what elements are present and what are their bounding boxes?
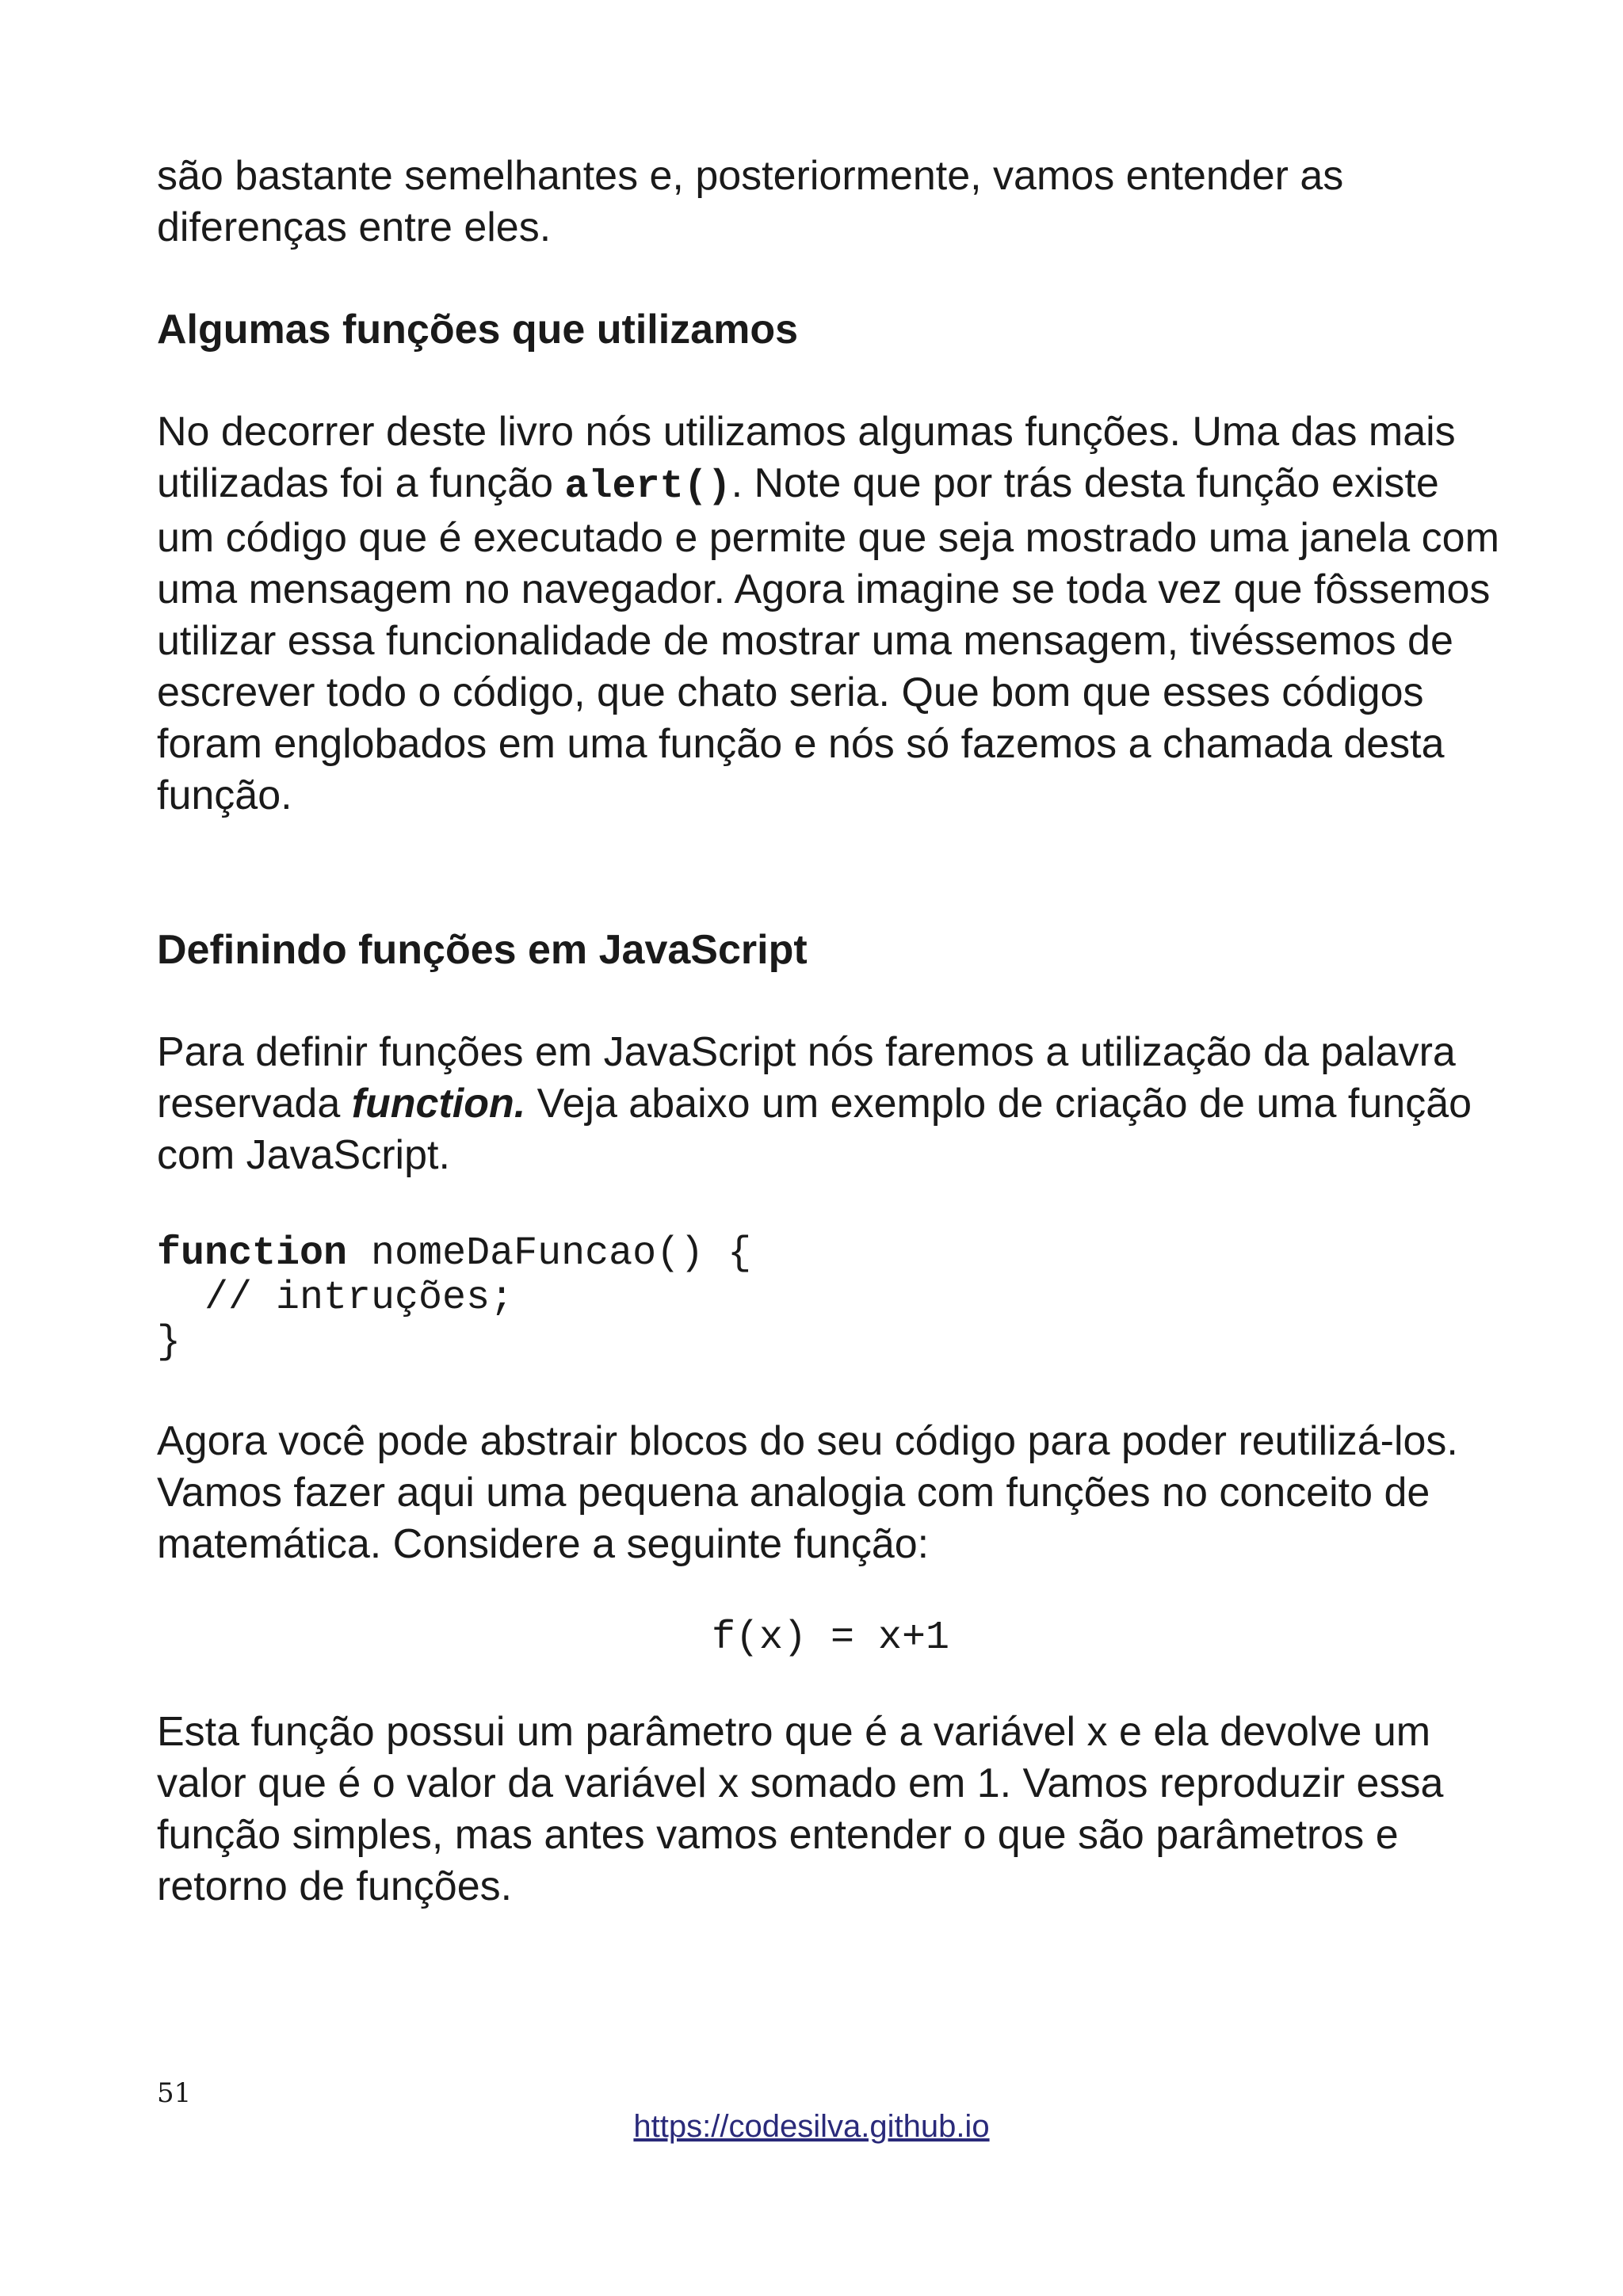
code-keyword: function	[157, 1231, 348, 1276]
math-formula: f(x) = x+1	[711, 1615, 950, 1661]
code-example	[157, 1232, 1504, 1365]
intro-paragraph	[157, 151, 1504, 254]
abstraction-paragraph: Agora você pode abstrair blocos do seu código para poder reutilizá-los. Vamos fazer aqui uma pequena analogia com funções no conceito de matemática. Considere a seguinte função:	[157, 1418, 1458, 1567]
inline-code-alert: alert()	[564, 464, 731, 509]
page-number: 51	[157, 2077, 192, 2109]
code-line-3: }	[157, 1320, 181, 1365]
parameter-paragraph: Esta função possui um parâmetro que é a variável x e ela devolve um valor que é o valor da variável x somado em 1. Vamos reproduzir essa função simples, mas antes vamos entender o que são parâmetros e retorno de funções.	[157, 1709, 1444, 1909]
code-line-1: nomeDaFuncao() {	[347, 1231, 752, 1276]
intro-line-1: são bastante semelhantes e, posteriormente, vamos entender as	[157, 153, 1344, 199]
keyword-function: function.	[351, 1081, 526, 1127]
section-heading-functions-used: Algumas funções que utilizamos	[157, 307, 799, 353]
defining-functions-text-2: Veja abaixo um exemplo de criação de uma função com JavaScript.	[157, 1081, 1472, 1178]
functions-used-text-2: . Note que por trás desta função existe um código que é executado e permite que seja mostrado uma janela com uma mensagem no navegador. Agora imagine se toda vez que fôssemos utilizar essa funcionalidade de mostrar uma mensagem, tivéssemos de escrever todo o código, que chato seria. Que bom que esses códigos foram englobados em uma função e nós só fazemos a chamada desta função.	[157, 460, 1499, 818]
page-content	[157, 151, 1504, 1913]
section-heading-defining-functions: Definindo funções em JavaScript	[157, 927, 808, 973]
code-line-2: // intruções;	[157, 1276, 514, 1321]
functions-used-text-1: No decorrer deste livro nós utilizamos algumas funções. Uma das mais utilizadas foi a função	[157, 409, 1456, 506]
defining-functions-text-1: Para definir funções em JavaScript nós faremos a utilização da palavra reservada	[157, 1029, 1456, 1127]
footer-link[interactable]: https://codesilva.github.io	[633, 2109, 990, 2144]
intro-line-2: diferenças entre eles.	[157, 204, 552, 250]
defining-functions-paragraph	[157, 1027, 1504, 1181]
functions-used-paragraph	[157, 406, 1504, 822]
